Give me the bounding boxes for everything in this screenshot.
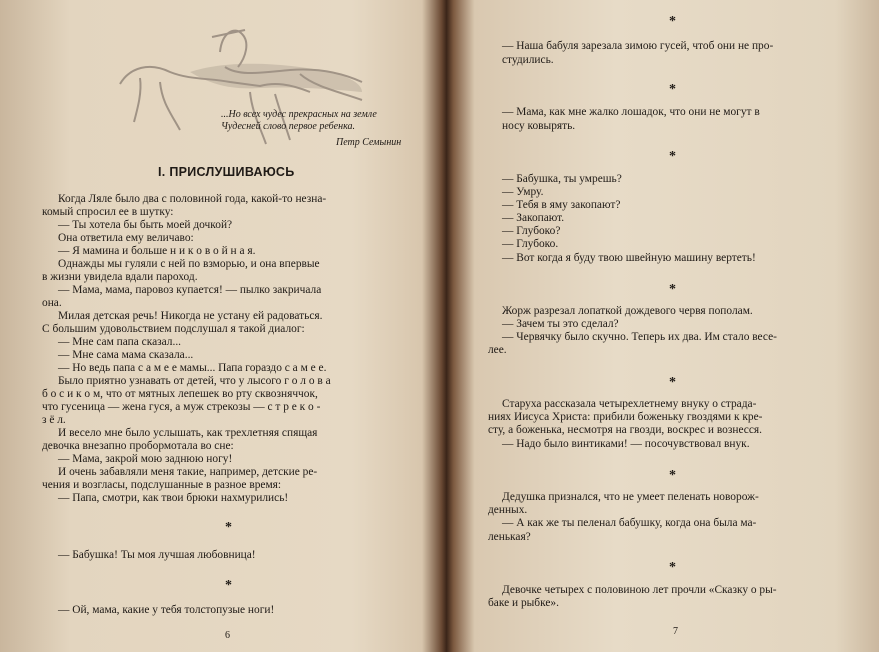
left-line: — Мама, мама, паровоз купается! — пылко закричала bbox=[58, 284, 322, 296]
right-line: денных. bbox=[488, 504, 528, 516]
right-line: — Зачем ты это сделал? bbox=[502, 318, 619, 330]
left-line: Когда Ляле было два с половиной года, какой-то незна- bbox=[58, 193, 327, 205]
right-line: — Наша бабуля зарезала зимою гусей, чтоб они не про- bbox=[502, 40, 774, 52]
right-line: лее. bbox=[488, 344, 507, 356]
left-line: — Я мамина и больше н и к о в о й н а я. bbox=[58, 245, 256, 257]
horse-rider-illustration bbox=[100, 12, 370, 162]
epigraph-line-2: Чудесней слово первое ребенка. bbox=[221, 121, 356, 132]
page-number-right: 7 bbox=[673, 626, 678, 637]
right-line: Жорж разрезал лопаткой дождевого червя пополам. bbox=[502, 305, 753, 317]
section-star: * bbox=[225, 520, 232, 535]
left-line: комый спросил ее в шутку: bbox=[42, 206, 174, 218]
right-line: Дедушка признался, что не умеет пеленать новорож- bbox=[502, 491, 759, 503]
left-line: б о с и к о м, что от мятных лепешек во рту сквозняччок, bbox=[42, 388, 318, 400]
left-line: И весело мне было услышать, как трехлетняя спящая bbox=[58, 427, 318, 439]
right-line: — Закопают. bbox=[502, 212, 565, 224]
left-line: что гусеница — жена гуся, а муж стрекозы — с т р е к о - bbox=[42, 401, 321, 413]
right-line: — Умру. bbox=[502, 186, 544, 198]
left-line: Было приятно узнавать от детей, что у лысого г о л о в а bbox=[58, 375, 331, 387]
section-star: * bbox=[669, 282, 676, 297]
epigraph-author: Петр Семынин bbox=[336, 137, 402, 148]
right-line: — Надо было винтиками! — посочувствовал внук. bbox=[502, 438, 750, 450]
right-line: — Тебя в яму закопают? bbox=[502, 199, 621, 211]
epigraph-line-1: ...Но всех чудес прекрасных на земле bbox=[221, 109, 377, 120]
right-line: — А как же ты пеленал бабушку, когда она была ма- bbox=[502, 517, 757, 529]
left-line: — Мне сам папа сказал... bbox=[58, 336, 182, 348]
right-page bbox=[452, 0, 879, 652]
left-line: — Но ведь папа с а м е е мамы... Папа гораздо с а м е е. bbox=[58, 362, 327, 374]
left-line: девочка внезапно пробормотала во сне: bbox=[42, 440, 234, 452]
right-line: — Глубоко. bbox=[502, 238, 559, 250]
right-line: баке и рыбке». bbox=[488, 597, 559, 609]
right-line: — Вот когда я буду твою швейную машину вертеть! bbox=[502, 252, 756, 264]
left-line: С большим удовольствием подслушал я такой диалог: bbox=[42, 323, 305, 335]
section-star: * bbox=[669, 375, 676, 390]
right-line: ниях Иисуса Христа: прибили боженьку гвоздями к кре- bbox=[488, 411, 763, 423]
section-star: * bbox=[669, 468, 676, 483]
right-line: ленькая? bbox=[488, 531, 531, 543]
left-line: з ё л. bbox=[42, 414, 66, 426]
left-line: — Папа, смотри, как твои брюки нахмурились! bbox=[58, 492, 289, 504]
left-line: — Ой, мама, какие у тебя толстопузые ноги! bbox=[58, 604, 275, 616]
right-line: сту, а боженька, несмотря на гвозди, воскрес и вознесся. bbox=[488, 424, 762, 436]
right-line: — Бабушка, ты умрешь? bbox=[502, 173, 622, 185]
page-number-left: 6 bbox=[225, 630, 230, 641]
left-line: Она ответила ему величаво: bbox=[58, 232, 194, 244]
left-line: Однажды мы гуляли с ней по взморью, и она впервые bbox=[58, 258, 320, 270]
left-line: она. bbox=[42, 297, 62, 309]
right-line: — Мама, как мне жалко лошадок, что они не могут в bbox=[502, 106, 760, 118]
section-star: * bbox=[669, 82, 676, 97]
section-star: * bbox=[669, 149, 676, 164]
section-star: * bbox=[669, 560, 676, 575]
right-line: — Глубоко? bbox=[502, 225, 561, 237]
section-star: * bbox=[225, 578, 232, 593]
chapter-heading: I. ПРИСЛУШИВАЮСЬ bbox=[158, 165, 295, 179]
left-line: — Мама, закрой мою заднюю ногу! bbox=[58, 453, 233, 465]
right-line: — Червячку было скучно. Теперь их два. Им стало весе- bbox=[502, 331, 777, 343]
left-line: — Бабушка! Ты моя лучшая любовница! bbox=[58, 549, 256, 561]
right-line: Девочке четырех с половиною лет прочли «Сказку о ры- bbox=[502, 584, 777, 596]
right-line: Старуха рассказала четырехлетнему внуку о страда- bbox=[502, 398, 757, 410]
section-star: * bbox=[669, 14, 676, 29]
left-line: чения и возгласы, подслушанные в разное время: bbox=[42, 479, 282, 491]
left-line: — Ты хотела бы быть моей дочкой? bbox=[58, 219, 233, 231]
left-line: И очень забавляли меня такие, например, детские ре- bbox=[58, 466, 318, 478]
right-line: студились. bbox=[502, 54, 554, 66]
left-line: — Мне сама мама сказала... bbox=[58, 349, 194, 361]
left-line: в жизни увидела вдали пароход. bbox=[42, 271, 198, 283]
right-line: носу ковырять. bbox=[502, 120, 576, 132]
left-line: Милая детская речь! Никогда не устану ей радоваться. bbox=[58, 310, 323, 322]
